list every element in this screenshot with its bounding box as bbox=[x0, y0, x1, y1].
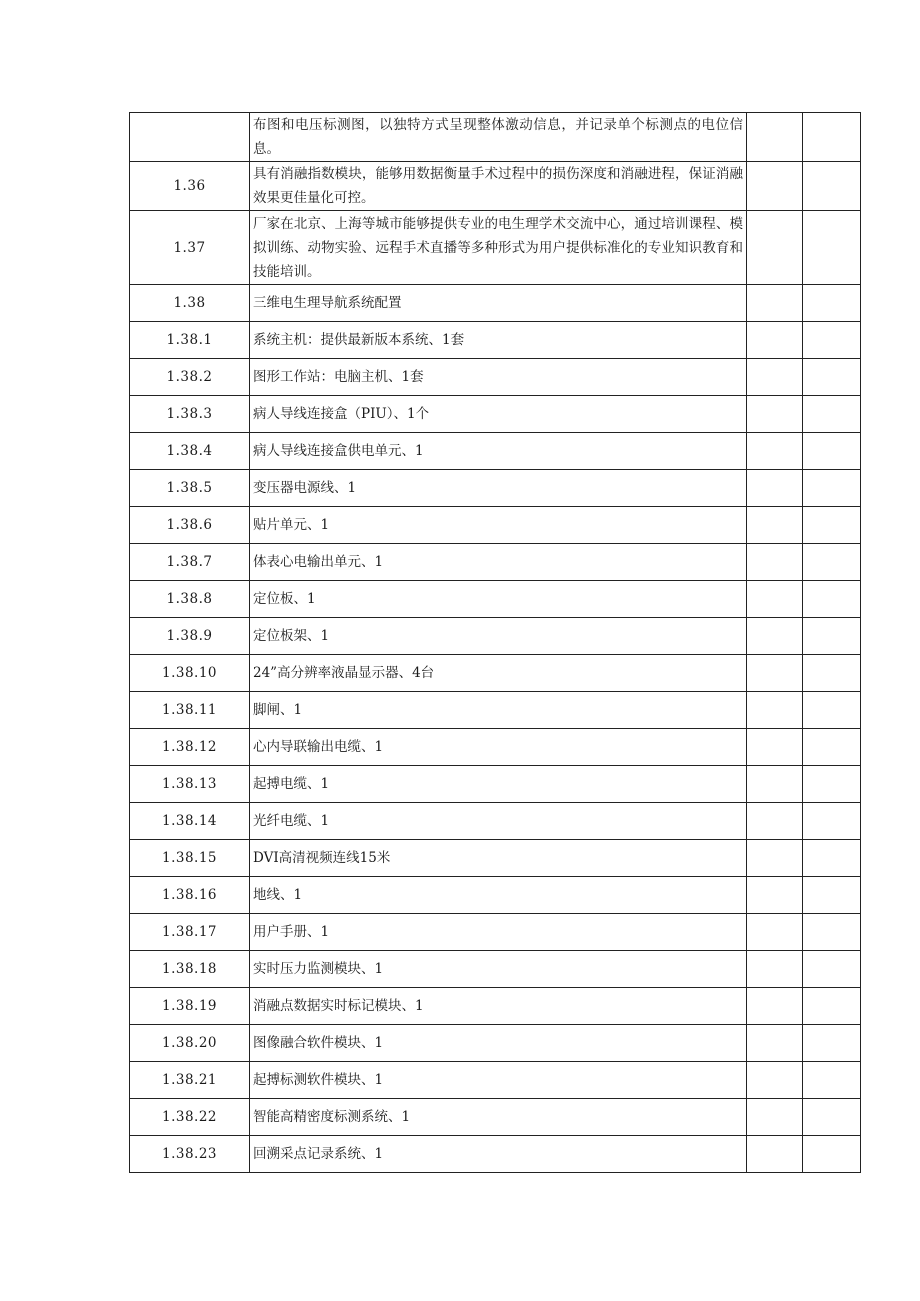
empty-cell bbox=[803, 470, 861, 507]
empty-cell bbox=[747, 840, 803, 877]
table-row bbox=[130, 507, 861, 544]
item-number: 1.38.13 bbox=[130, 766, 250, 803]
table-row bbox=[130, 162, 861, 211]
item-number: 1.38.6 bbox=[130, 507, 250, 544]
empty-cell bbox=[803, 766, 861, 803]
empty-cell bbox=[747, 211, 803, 285]
item-description: 实时压力监测模块、1 bbox=[250, 951, 747, 988]
table-row bbox=[130, 655, 861, 692]
item-description: 脚闸、1 bbox=[250, 692, 747, 729]
empty-cell bbox=[747, 507, 803, 544]
item-description: 定位板、1 bbox=[250, 581, 747, 618]
empty-cell bbox=[747, 433, 803, 470]
empty-cell bbox=[747, 359, 803, 396]
item-description: 心内导联输出电缆、1 bbox=[250, 729, 747, 766]
empty-cell bbox=[803, 359, 861, 396]
item-number: 1.38.12 bbox=[130, 729, 250, 766]
empty-cell bbox=[803, 162, 861, 211]
item-number: 1.38.17 bbox=[130, 914, 250, 951]
empty-cell bbox=[803, 988, 861, 1025]
table-row bbox=[130, 766, 861, 803]
item-number: 1.38.23 bbox=[130, 1136, 250, 1173]
item-description: 消融点数据实时标记模块、1 bbox=[250, 988, 747, 1025]
item-number: 1.36 bbox=[130, 162, 250, 211]
empty-cell bbox=[803, 840, 861, 877]
empty-cell bbox=[747, 322, 803, 359]
empty-cell bbox=[747, 729, 803, 766]
item-number: 1.38.7 bbox=[130, 544, 250, 581]
item-number: 1.38.10 bbox=[130, 655, 250, 692]
item-description: 24”高分辨率液晶显示器、4台 bbox=[250, 655, 747, 692]
item-description: 图形工作站：电脑主机、1套 bbox=[250, 359, 747, 396]
table-row bbox=[130, 285, 861, 322]
table-row bbox=[130, 113, 861, 162]
item-description: 病人导线连接盒（PIU）、1个 bbox=[250, 396, 747, 433]
item-description: 三维电生理导航系统配置 bbox=[250, 285, 747, 322]
empty-cell bbox=[747, 1025, 803, 1062]
table-row bbox=[130, 322, 861, 359]
empty-cell bbox=[803, 1062, 861, 1099]
item-description: 光纤电缆、1 bbox=[250, 803, 747, 840]
item-number: 1.38.8 bbox=[130, 581, 250, 618]
table-row bbox=[130, 692, 861, 729]
item-description: 图像融合软件模块、1 bbox=[250, 1025, 747, 1062]
item-number: 1.38.20 bbox=[130, 1025, 250, 1062]
item-description: 体表心电输出单元、1 bbox=[250, 544, 747, 581]
item-number: 1.37 bbox=[130, 211, 250, 285]
table-row bbox=[130, 951, 861, 988]
empty-cell bbox=[747, 113, 803, 162]
empty-cell bbox=[747, 988, 803, 1025]
empty-cell bbox=[803, 877, 861, 914]
empty-cell bbox=[803, 618, 861, 655]
empty-cell bbox=[747, 581, 803, 618]
item-number: 1.38.4 bbox=[130, 433, 250, 470]
item-description: 地线、1 bbox=[250, 877, 747, 914]
empty-cell bbox=[747, 655, 803, 692]
item-number: 1.38.9 bbox=[130, 618, 250, 655]
item-description: 回溯采点记录系统、1 bbox=[250, 1136, 747, 1173]
empty-cell bbox=[803, 1025, 861, 1062]
item-description: 定位板架、1 bbox=[250, 618, 747, 655]
table-row bbox=[130, 840, 861, 877]
table-row bbox=[130, 914, 861, 951]
empty-cell bbox=[747, 470, 803, 507]
item-number: 1.38.16 bbox=[130, 877, 250, 914]
table-row bbox=[130, 433, 861, 470]
empty-cell bbox=[803, 396, 861, 433]
item-number bbox=[130, 113, 250, 162]
empty-cell bbox=[747, 162, 803, 211]
table-row bbox=[130, 581, 861, 618]
table-row bbox=[130, 396, 861, 433]
table-row bbox=[130, 618, 861, 655]
empty-cell bbox=[747, 877, 803, 914]
empty-cell bbox=[803, 113, 861, 162]
empty-cell bbox=[803, 655, 861, 692]
empty-cell bbox=[747, 692, 803, 729]
item-description: 起搏电缆、1 bbox=[250, 766, 747, 803]
empty-cell bbox=[803, 1099, 861, 1136]
table-row bbox=[130, 803, 861, 840]
empty-cell bbox=[803, 692, 861, 729]
empty-cell bbox=[747, 1062, 803, 1099]
table-row bbox=[130, 877, 861, 914]
item-number: 1.38.2 bbox=[130, 359, 250, 396]
empty-cell bbox=[747, 285, 803, 322]
empty-cell bbox=[747, 396, 803, 433]
item-description: 变压器电源线、1 bbox=[250, 470, 747, 507]
item-number: 1.38.21 bbox=[130, 1062, 250, 1099]
empty-cell bbox=[803, 544, 861, 581]
item-description: 厂家在北京、上海等城市能够提供专业的电生理学术交流中心，通过培训课程、模拟训练、动物实验、远程手术直播等多种形式为用户提供标准化的专业知识教育和技能培训。 bbox=[250, 211, 747, 285]
item-description: 贴片单元、1 bbox=[250, 507, 747, 544]
empty-cell bbox=[803, 211, 861, 285]
item-number: 1.38.11 bbox=[130, 692, 250, 729]
item-description: 用户手册、1 bbox=[250, 914, 747, 951]
empty-cell bbox=[747, 1099, 803, 1136]
empty-cell bbox=[747, 766, 803, 803]
empty-cell bbox=[803, 433, 861, 470]
empty-cell bbox=[747, 803, 803, 840]
table-row bbox=[130, 1025, 861, 1062]
item-number: 1.38.18 bbox=[130, 951, 250, 988]
item-number: 1.38.19 bbox=[130, 988, 250, 1025]
empty-cell bbox=[803, 951, 861, 988]
item-description: 病人导线连接盒供电单元、1 bbox=[250, 433, 747, 470]
empty-cell bbox=[747, 544, 803, 581]
item-number: 1.38 bbox=[130, 285, 250, 322]
empty-cell bbox=[803, 285, 861, 322]
table-row bbox=[130, 988, 861, 1025]
empty-cell bbox=[803, 914, 861, 951]
table-row bbox=[130, 1099, 861, 1136]
item-number: 1.38.22 bbox=[130, 1099, 250, 1136]
empty-cell bbox=[747, 1136, 803, 1173]
item-number: 1.38.14 bbox=[130, 803, 250, 840]
item-description: 具有消融指数模块，能够用数据衡量手术过程中的损伤深度和消融进程，保证消融效果更佳量化可控。 bbox=[250, 162, 747, 211]
item-description: 布图和电压标测图，以独特方式呈现整体激动信息，并记录单个标测点的电位信息。 bbox=[250, 113, 747, 162]
table-row bbox=[130, 1062, 861, 1099]
item-number: 1.38.3 bbox=[130, 396, 250, 433]
empty-cell bbox=[803, 1136, 861, 1173]
empty-cell bbox=[803, 507, 861, 544]
empty-cell bbox=[747, 951, 803, 988]
table-row bbox=[130, 211, 861, 285]
table-row bbox=[130, 729, 861, 766]
empty-cell bbox=[747, 618, 803, 655]
table-row bbox=[130, 470, 861, 507]
table-row bbox=[130, 544, 861, 581]
item-number: 1.38.5 bbox=[130, 470, 250, 507]
item-description: DVI高清视频连线15米 bbox=[250, 840, 747, 877]
empty-cell bbox=[803, 803, 861, 840]
table-row bbox=[130, 359, 861, 396]
item-description: 智能高精密度标测系统、1 bbox=[250, 1099, 747, 1136]
spec-table bbox=[129, 112, 861, 1173]
item-description: 起搏标测软件模块、1 bbox=[250, 1062, 747, 1099]
item-number: 1.38.15 bbox=[130, 840, 250, 877]
item-number: 1.38.1 bbox=[130, 322, 250, 359]
empty-cell bbox=[803, 729, 861, 766]
item-description: 系统主机：提供最新版本系统、1套 bbox=[250, 322, 747, 359]
empty-cell bbox=[747, 914, 803, 951]
empty-cell bbox=[803, 322, 861, 359]
empty-cell bbox=[803, 581, 861, 618]
table-row bbox=[130, 1136, 861, 1173]
